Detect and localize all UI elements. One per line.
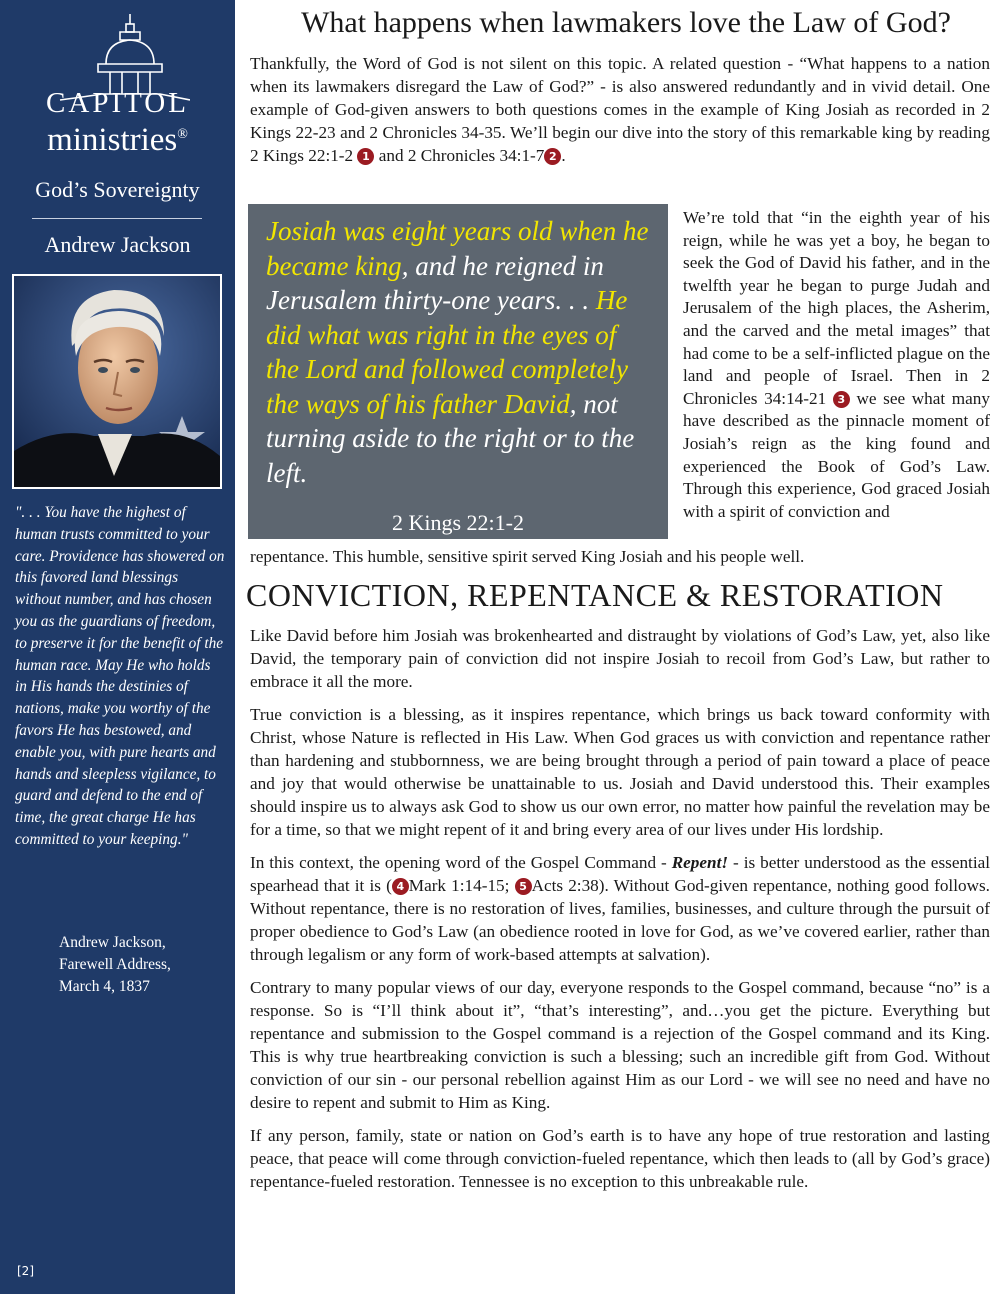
body-paragraph: Contrary to many popular views of our day, everyone responds to the Gospel command, because “no” is a response. So is “I’ll think about it”, “that’s interesting”, and…you get the picture. Everything but repentance and submission to the Gospel command is a rejection of the Gospel command and its King. This is why true heartbreaking conviction is such a blessing; such an incredible gift from God. Without conviction of our sin - our personal rebellion against Him as our Lord - we will see no need and have no desire to repent and submit to Him as King. [250,978,990,1112]
attribution-line: March 4, 1837 [59,978,150,995]
body-paragraph: Like David before him Josiah was brokenhearted and distraught by violations of God’s Law, yet, also like David, the temporary pain of conviction did not inspire Josiah to recoil from God’s Law, but rather to embrace it all the more. [250,626,990,691]
sidebar [0,0,235,1294]
registered-mark: ® [177,127,188,142]
intro-text-part: . [561,146,566,165]
intro-paragraph [250,52,990,167]
reference-marker[interactable]: 1 [357,148,374,165]
attribution-line: Andrew Jackson, [59,934,166,951]
sidebar-person-name: Andrew Jackson [44,232,191,257]
andrew-jackson-portrait-icon [14,276,220,487]
body-text-part: Acts 2:38). Without God-given repentance, nothing good follows. Without repentance, there is no restoration of lives, families, businesses, and culture through the pursuit of proper obedience to God’s Law (an obedience rooted in love for God, as we’ve covered earlier, rather than through legalism or any form of work-based attempts at salvation). [250,876,990,964]
right-column-part: We’re told that “in the eighth year of his reign, while he was yet a boy, he began to seek the God of David his father, and in the twelfth year he began to purge Judah and Jerusalem of the high places, the Asherim, and the carved and the metal images” that had come to be a self-inflicted plague on the land and people of Israel. Then in 2 Chronicles 34:14-21 [683,208,990,408]
intro-text-part: Thankfully, the Word of God is not silent on this topic. A related question - “What happens to a nation when its lawmakers disregard the Law of God?” - is also answered redundantly and in vivid detail. One example of God-given answers to both questions comes in the example of King Josiah as recorded in 2 Kings 22-23 and 2 Chronicles 34-35. We’ll begin our dive into the story of this remarkable king by reading 2 Kings 22:1-2 [250,54,990,165]
logo-ministries [0,118,235,157]
body-text-part: In this context, the opening word of the Gospel Command - [250,853,672,872]
reference-marker[interactable]: 3 [833,391,850,408]
reference-marker[interactable]: 4 [392,878,409,895]
sidebar-topic: God’s Sovereignty [35,177,200,202]
right-column [683,207,990,523]
pullquote-plain: , and he reigned in Jerusalem thirty-one years. . . [266,250,604,315]
pullquote-reference: 2 Kings 22:1-2 [392,510,524,535]
body-text-part: Mark 1:14-15; [408,876,515,895]
section-heading: CONVICTION, REPENTANCE & RESTORATION [246,577,944,613]
body-paragraph [250,851,990,966]
sidebar-quote: ". . . You have the highest of human trusts committed to your care. Providence has showered on this favored land blessings without number, and has chosen you as the guardians of freedom, to preserve it for the benefit of the human race. May He who holds in His hands the destinies of nations, make you worthy of the favors He has bestowed, and enable you, with pure hearts and hands and sleepless vigilance, to guard and defend to the end of time, the great charge He has committed to your keeping." [15,504,225,848]
body-text-part: - is better understood as the essential spearhead that it is ( [250,853,990,895]
sidebar-divider [32,218,202,219]
right-column-text [683,207,990,523]
body-paragraph: If any person, family, state or nation on God’s earth is to have any hope of true restoration and lasting peace, that peace will come through conviction-fueled repentance, which then leads to (all by God’s grace) repentance-fueled restoration. Tennessee is no exception to this unbreakable rule. [250,1126,990,1191]
logo-capitol: CAPITOL [46,87,189,119]
article-body [250,624,990,1203]
logo-ministries-text: ministries [47,122,178,158]
reference-marker[interactable]: 2 [544,148,561,165]
continuation-text: repentance. This humble, sensitive spirit served King Josiah and his people well. [250,547,805,566]
right-column-part: we see what many have described as the pinnacle moment of Josiah’s reign as the king found and experienced the Book of God’s Law. Through this experience, God graced Josiah with a spirit of conviction and [683,388,990,521]
sidebar-attribution [59,932,229,998]
reference-marker[interactable]: 5 [515,878,532,895]
continuation-paragraph [250,545,990,568]
pullquote-highlight: He did what was right in the eyes of the Lord and followed completely the ways of his father David [266,285,628,419]
body-paragraph: True conviction is a blessing, as it inspires repentance, which brings us back toward conformity with Christ, whose Nature is reflected in His Law. When God graces us with conviction and repentance rather than hardening and stubbornness, we are being brought through a period of pain toward a place of peace and joy that would otherwise be unattainable to us. Josiah and David understood this. Their examples should inspire us to always ask God to show us our own error, no matter how painful the revelation may be for a time, so that we might repent of it and bring every area of our lives under His lordship. [250,705,990,839]
pullquote-highlight: Josiah was eight years old when he became king [266,216,649,281]
pullquote-box [248,204,668,539]
emphasis-repent: Repent! [671,853,729,872]
pullquote-text [266,214,650,490]
intro-text [250,52,990,167]
attribution-line: Farewell Address, [59,956,171,973]
intro-text-part: and 2 Chronicles 34:1-7 [374,146,545,165]
article-title: What happens when lawmakers love the Law of God? [301,6,951,39]
page-number: [2] [17,1264,34,1278]
portrait-image [12,274,222,489]
pullquote-plain: , not turning aside to the right or to the left. [266,388,635,488]
